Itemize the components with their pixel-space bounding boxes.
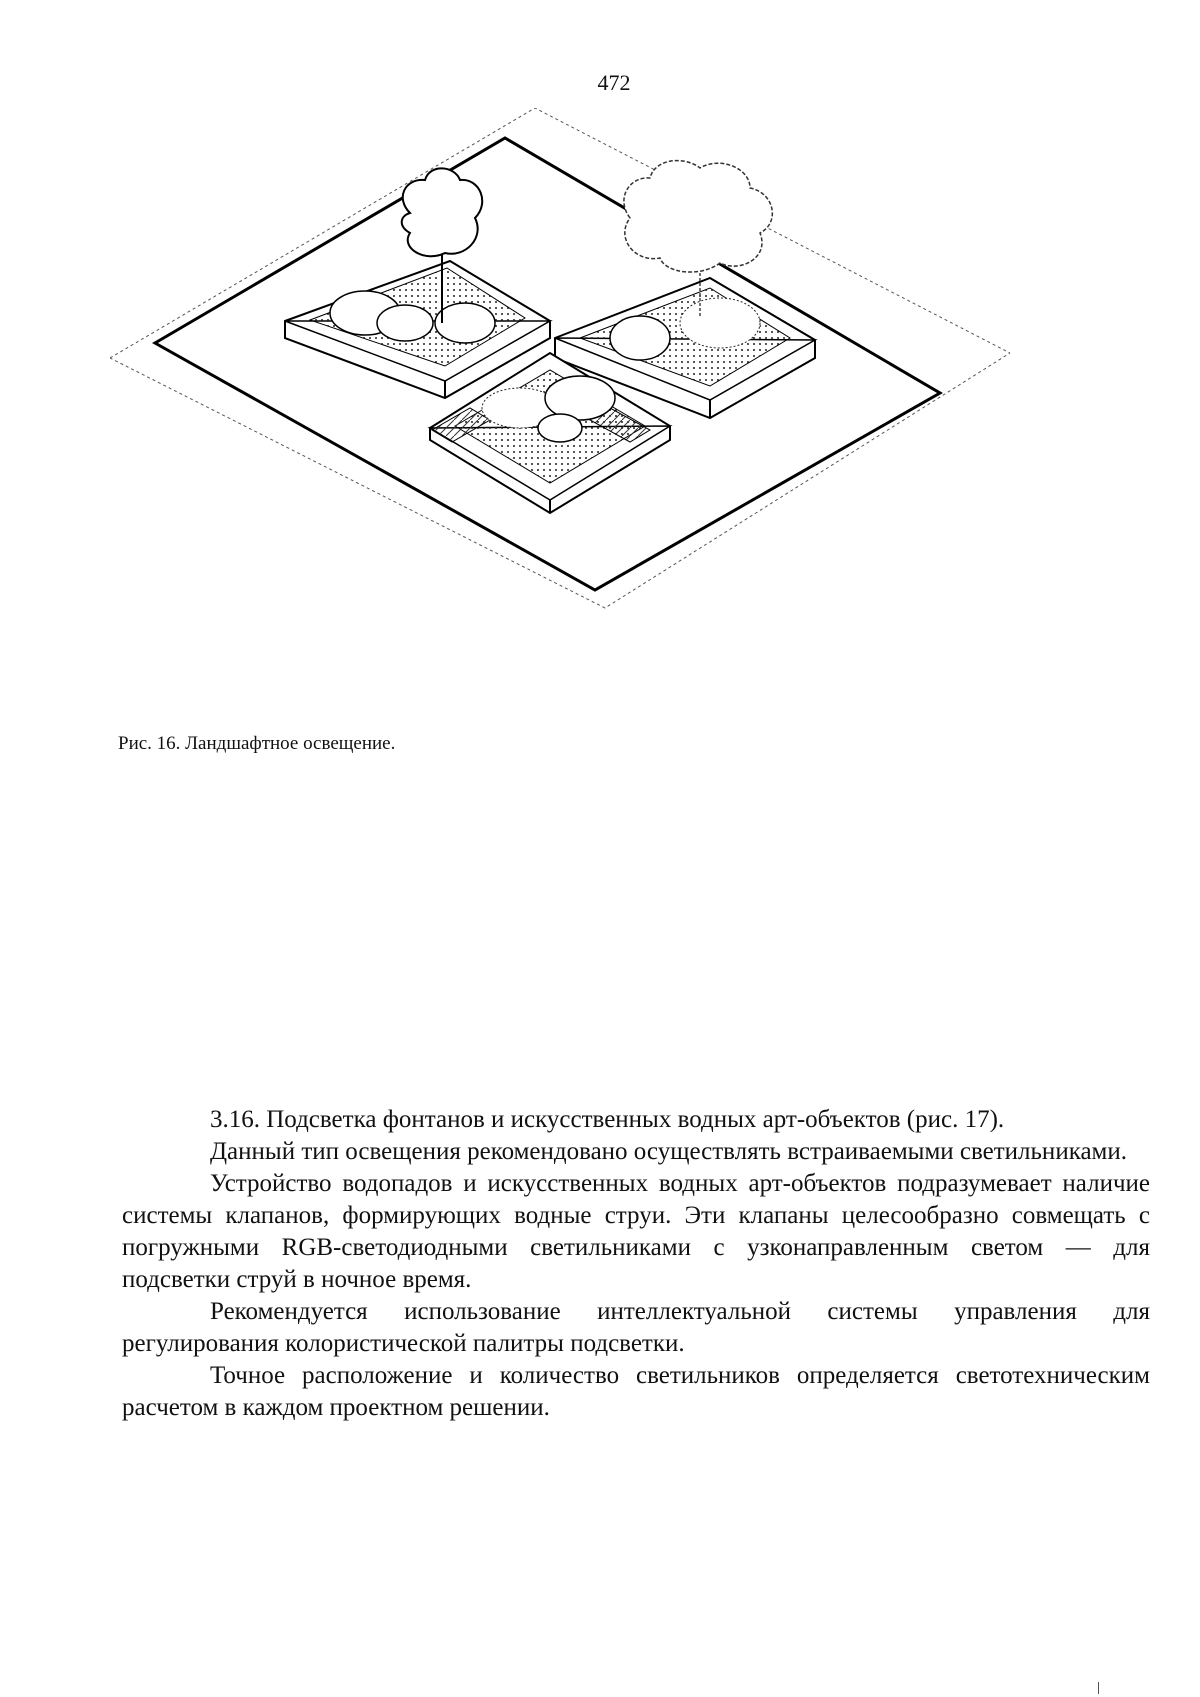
section-text [122,1104,1150,1424]
section-heading: 3.16. Подсветка фонтанов и искусственных водных арт-объектов (рис. 17). [210,1106,1005,1133]
paragraph: Устройство водопадов и искусственных водных арт-объектов подразумевает наличие системы клапанов, формирующих водные струи. Эти клапаны целесообразно совмещать с погружными RGB-светодиодными светильниками с узконаправленным светом — для подсветки струй в ночное время. [122,1170,1150,1293]
scan-mark [1098,1682,1099,1694]
figure-caption: Рис. 16. Ландшафтное освещение. [118,733,396,754]
paragraph: Точное расположение и количество светильников определяется светотехническим расчетом в каждом проектном решении. [122,1362,1150,1421]
paragraph: Рекомендуется использование интеллектуальной системы управления для регулирования колористической палитры подсветки. [122,1298,1150,1357]
planter-left [285,168,550,398]
page-number: 472 [597,70,631,95]
figure [110,108,1010,668]
landscape-lighting-illustration [110,108,1010,668]
paragraph: Данный тип освещения рекомендовано осуществлять встраиваемыми светильниками. [210,1138,1128,1165]
